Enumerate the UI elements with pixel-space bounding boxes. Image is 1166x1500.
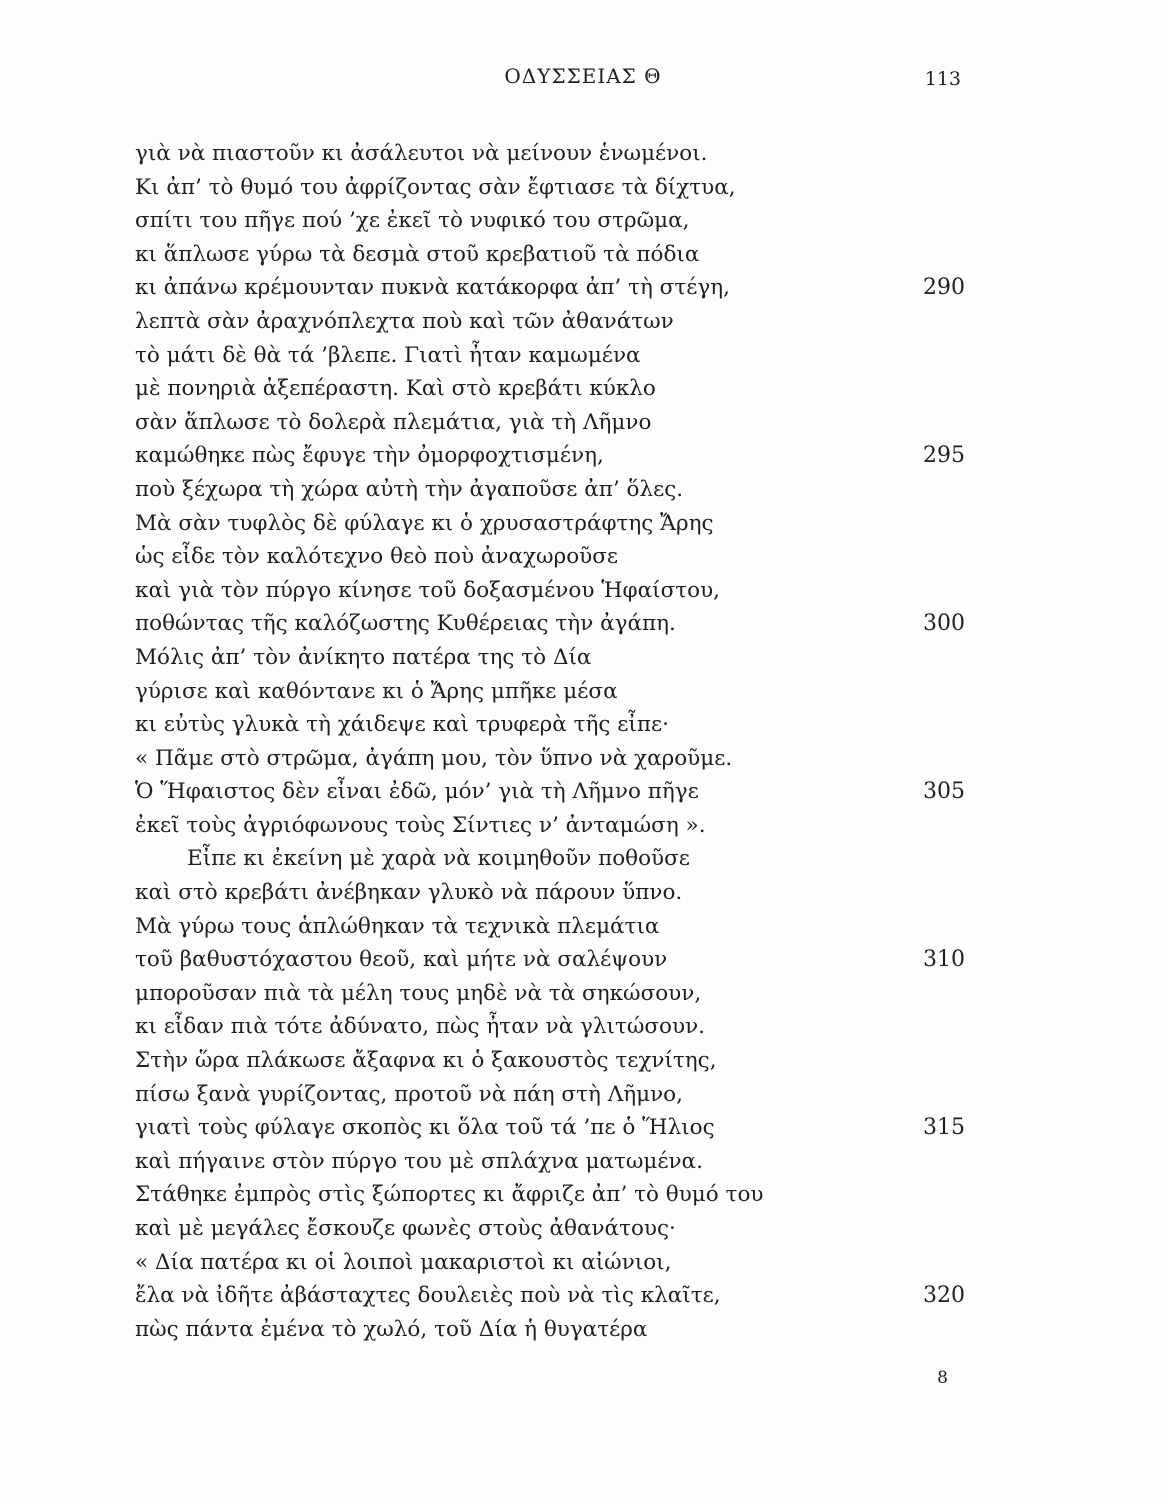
verse-line-text: Στὴν ὥρα πλάκωσε ἄξαφνα κι ὁ ξακουστὸς τεχνίτης, — [135, 1048, 717, 1074]
verse-line-text: σὰν ἅπλωσε τὸ δολερὰ πλεμάτια, γιὰ τὴ Λῆμνο — [135, 409, 652, 435]
verse-line — [135, 1212, 965, 1246]
verse-line-text: Εἶπε κι ἐκείνη μὲ χαρὰ νὰ κοιμηθοῦν ποθοῦσε — [187, 846, 690, 872]
verse-line — [135, 1010, 965, 1044]
verse-line — [135, 372, 965, 406]
verse-line-text: πὼς πάντα ἐμένα τὸ χωλό, τοῦ Δία ἡ θυγατέρα — [135, 1316, 648, 1342]
verse-line-text: γιατὶ τοὺς φύλαγε σκοπὸς κι ὅλα τοῦ τά ’πε ὁ Ἥλιος — [135, 1115, 715, 1141]
verse-line — [135, 641, 965, 675]
verse-line — [135, 607, 965, 641]
verse-line — [135, 910, 965, 944]
verse-line-text: κι ἅπλωσε γύρω τὰ δεσμὰ στοῦ κρεβατιοῦ τὰ πόδια — [135, 241, 700, 267]
verse-line-text: καὶ στὸ κρεβάτι ἀνέβηκαν γλυκὸ νὰ πάρουν ὕπνο. — [135, 880, 683, 906]
verse-line-number: 295 — [923, 443, 965, 469]
verse-line-text: ὡς εἶδε τὸν καλότεχνο θεὸ ποὺ ἀναχωροῦσε — [135, 544, 619, 570]
verse-line — [135, 775, 965, 809]
verse-line-text: τὸ μάτι δὲ θὰ τά ’βλεπε. Γιατὶ ἦταν καμωμένα — [135, 342, 641, 368]
verse-line-text: καὶ μὲ μεγάλες ἔσκουζε φωνὲς στοὺς ἀθανάτους· — [135, 1216, 676, 1241]
verse-line — [135, 171, 965, 205]
verse-line-text: Μόλις ἀπ’ τὸν ἀνίκητο πατέρα της τὸ Δία — [135, 644, 592, 670]
verse-line — [135, 406, 965, 440]
verse-line — [135, 540, 965, 574]
verse-line-text: Στάθηκε ἐμπρὸς στὶς ξώπορτες κι ἄφριζε ἀπ’ τὸ θυμό του — [135, 1182, 764, 1208]
verse-line-text: κι εἶδαν πιὰ τότε ἀδύνατο, πὼς ἦταν νὰ γλιτώσουν. — [135, 1014, 705, 1040]
verse-line — [135, 137, 965, 171]
verse-line — [135, 204, 965, 238]
verse-line — [135, 271, 965, 305]
verse-line — [135, 574, 965, 608]
verse-line — [135, 473, 965, 507]
verse-line-number: 320 — [923, 1283, 965, 1309]
verse-line — [135, 1313, 965, 1347]
verse-line — [135, 1246, 965, 1280]
verse-line-text: ποὺ ξέχωρα τὴ χώρα αὐτὴ τὴν ἀγαποῦσε ἀπ’ ὅλες. — [135, 476, 684, 502]
verse-line — [135, 305, 965, 339]
verse-line-text: καὶ γιὰ τὸν πύργο κίνησε τοῦ δοξασμένου Ἡφαίστου, — [135, 577, 720, 603]
verse-line-text: Κι ἀπ’ τὸ θυμό του ἀφρίζοντας σὰν ἔφτιασε τὰ δίχτυα, — [135, 174, 736, 200]
printer-signature-mark: 8 — [937, 1368, 948, 1388]
verse-line-text: Ὁ Ἥφαιστος δὲν εἶναι ἐδῶ, μόν’ γιὰ τὴ Λῆμνο πῆγε — [135, 779, 699, 805]
verse-line-text: Μὰ σὰν τυφλὸς δὲ φύλαγε κι ὁ χρυσαστράφτης Ἄρης — [135, 510, 714, 536]
verse-line-text: λεπτὰ σὰν ἀραχνόπλεχτα ποὺ καὶ τῶν ἀθανάτων — [135, 308, 674, 334]
verse-line — [135, 507, 965, 541]
verse-line-number: 305 — [923, 779, 965, 805]
running-title: ΟΔΥΣΣΕΙΑΣ Θ — [504, 64, 662, 88]
verse-line-text: σπίτι του πῆγε πού ’χε ἐκεῖ τὸ νυφικό του στρῶμα, — [135, 208, 690, 234]
verse-line-text: μποροῦσαν πιὰ τὰ μέλη τους μηδὲ νὰ τὰ σηκώσουν, — [135, 980, 702, 1006]
verse-line-text: γιὰ νὰ πιαστοῦν κι ἀσάλευτοι νὰ μείνουν ἑνωμένοι. — [135, 141, 708, 166]
verse-line — [135, 1178, 965, 1212]
verse-line-text: « Δία πατέρα κι οἱ λοιποὶ μακαριστοὶ κι αἰώνιοι, — [135, 1249, 672, 1275]
verse-line — [135, 742, 965, 776]
verse-line-text: καὶ πήγαινε στὸν πύργο του μὲ σπλάχνα ματωμένα. — [135, 1148, 703, 1174]
page-number: 113 — [924, 68, 961, 90]
verse-line-text: μὲ πονηριὰ ἀξεπέραστη. Καὶ στὸ κρεβάτι κύκλο — [135, 376, 656, 402]
verse-line-text: κι ἀπάνω κρέμουνταν πυκνὰ κατάκορφα ἀπ’ τὴ στέγη, — [135, 275, 730, 301]
poem-text-block — [135, 137, 965, 1346]
verse-line-text: κι εὐτὺς γλυκὰ τὴ χάιδεψε καὶ τρυφερὰ τῆς εἶπε· — [135, 712, 669, 738]
verse-line — [135, 1078, 965, 1112]
verse-line-text: ποθώντας τῆς καλόζωστης Κυθέρειας τὴν ἀγάπη. — [135, 611, 676, 637]
verse-line — [135, 1044, 965, 1078]
verse-line-number: 300 — [923, 611, 965, 637]
verse-line — [135, 439, 965, 473]
verse-line — [135, 1145, 965, 1179]
verse-line-text: γύρισε καὶ καθόντανε κι ὁ Ἄρης μπῆκε μέσα — [135, 678, 618, 704]
verse-line-text: « Πᾶμε στὸ στρῶμα, ἀγάπη μου, τὸν ὕπνο νὰ χαροῦμε. — [135, 745, 733, 771]
verse-line — [135, 977, 965, 1011]
verse-line — [135, 238, 965, 272]
verse-line — [135, 708, 965, 742]
verse-line — [135, 1279, 965, 1313]
verse-line-text: ἔλα νὰ ἰδῆτε ἀβάσταχτες δουλειὲς ποὺ νὰ τὶς κλαῖτε, — [135, 1283, 721, 1309]
verse-line-number: 290 — [923, 275, 965, 301]
verse-line — [135, 675, 965, 709]
verse-line-text: Μὰ γύρω τους ἁπλώθηκαν τὰ τεχνικὰ πλεμάτια — [135, 913, 660, 939]
verse-line — [135, 339, 965, 373]
verse-line-number: 315 — [923, 1115, 965, 1141]
verse-line — [135, 809, 965, 843]
verse-line-text: τοῦ βαθυστόχαστου θεοῦ, καὶ μήτε νὰ σαλέψουν — [135, 947, 668, 973]
verse-line-number: 310 — [923, 947, 965, 973]
verse-line-text: ἐκεῖ τοὺς ἀγριόφωνους τοὺς Σίντιες ν’ ἀνταμώση ». — [135, 812, 706, 838]
verse-line — [135, 1111, 965, 1145]
verse-line — [135, 943, 965, 977]
verse-line — [135, 842, 965, 876]
verse-line-text: καμώθηκε πὼς ἔφυγε τὴν ὀμορφοχτισμένη, — [135, 443, 604, 469]
verse-line — [135, 876, 965, 910]
verse-line-text: πίσω ξανὰ γυρίζοντας, προτοῦ νὰ πάη στὴ Λῆμνο, — [135, 1081, 683, 1107]
